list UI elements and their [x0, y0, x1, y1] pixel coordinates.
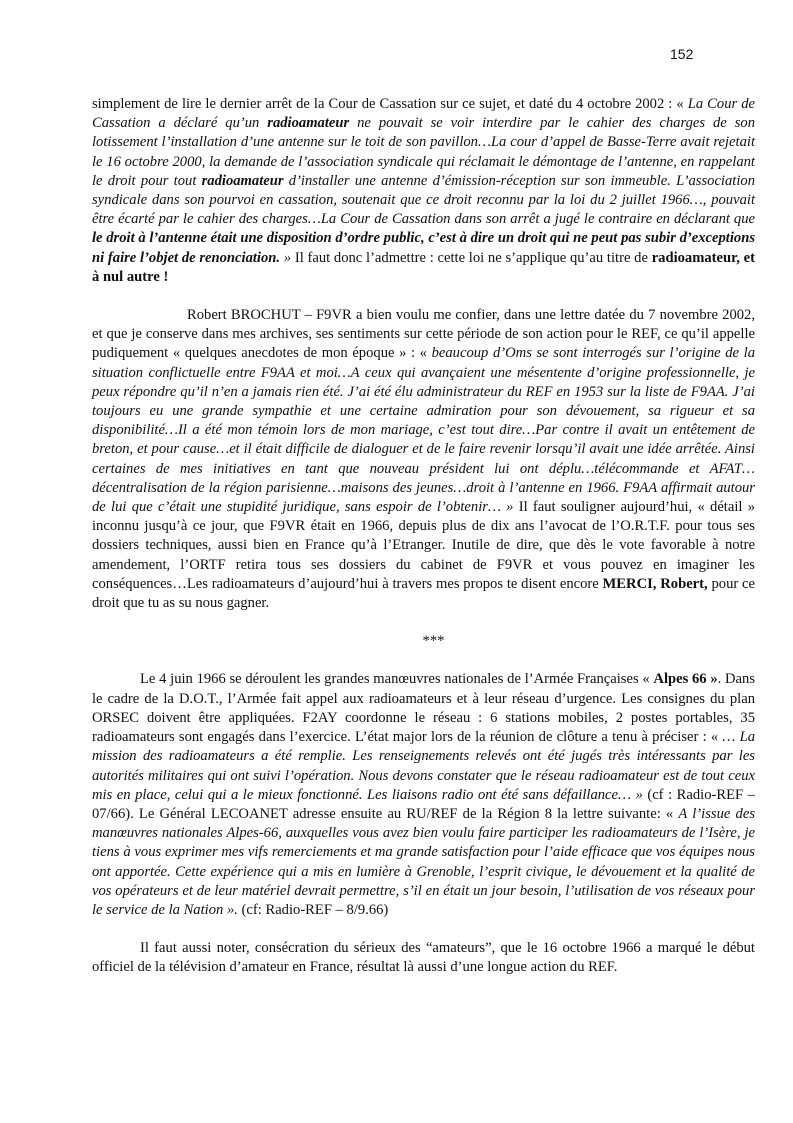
text-run: Robert BROCHUT – F9VR a bien voulu me confier, dans une lettre datée du 7 novembre 2002, et que je conserve dans mes archives, ses sentiments sur cette période de son action pour le REF, ce qu’il appelle pudiquement « quelques anecdotes de mon époque » : « — [92, 307, 755, 362]
text-run: pour ce droit que tu as su nous gagner. — [92, 575, 755, 612]
paragraph-brochut — [92, 306, 755, 613]
text-run: beaucoup d’Oms se sont interrogés sur l’origine de la situation conflictuelle entre F9AA et moi…A ceux qui avançaient une mésentente d’origine professionnelle, je peux répondre qu’il n’en a jamais rien été. J’ai été élu administrateur du REF en 1953 sur la liste de F9AA. J’ai toujours eu une grande sympathie et une certaine admiration pour son dévouement, sa rigueur et sa disponibilité…Il a été mon témoin lors de mon mariage, c’est tout dire…Par contre il avait un entêtement de breton, et pour cause…et il était difficile de dialoguer et de le faire revenir lorsqu’il avait une idée arrêtée. Ainsi certaines de mes initiatives en tant que nouveau président lui ont déplu…télécommande et AFAT…décentralisation de la région parisienne…maisons des jeunes…droit à l’antenne en 1966. F9AA affirmait autour de lui que c’était une stupidité juridique, sans espoir de l’obtenir… » — [92, 345, 755, 516]
text-run: MERCI, Robert, — [602, 575, 708, 592]
text-run: (cf : Radio-REF – 07/66). Le Général LECOANET adresse ensuite au RU/REF de la Région 8 la lettre suivante: « — [92, 786, 755, 822]
text-run: Il faut souligner aujourd’hui, « détail » inconnu jusqu’à ce jour, que F9VR était en 1966, depuis plus de dix ans l’avocat de l’O.R.T.F. pour tous ses dossiers techniques, aussi bien en France qu’à l’Etranger. Inutile de dire, que dès le vote favorable à notre amendement, l’ORTF retira tous ses dossiers du cabinet de F9VR et vous pouvez en imaginer les conséquences…Les radioamateurs d’aujourd’hui à travers mes propos te disent encore — [92, 499, 755, 592]
text-run: … La mission des radioamateurs a été remplie. Les renseignements relevés ont été jugés très intéressants par les autorités militaires qui ont suivi l’opération. Nous devons constater que le réseau radioamateur est de tout ceux mis en place, celui qui a le mieux fonctionné. Les liaisons radio ont été sans défaillance… » — [92, 729, 755, 803]
text-run: radioamateur — [201, 172, 284, 189]
text-run: Alpes 66 » — [653, 671, 718, 688]
text-run: Il faut donc l’admettre : cette loi ne s’applique qu’au titre de — [291, 249, 652, 266]
text-run: A l’issue des manœuvres nationales Alpes-66, auxquelles vous avez bien voulu faire participer les radioamateurs de l’Isère, je tiens à vous exprimer mes vifs remerciements et ma grande satisfaction pour l’aide efficace que vos équipes nous ont apportée. Cette expérience qui a mis en lumière à Grenoble, l’esprit civique, le dévouement et la qualité de vos opérateurs et de leur matériel devrait permettre, s’il en était un jour besoin, l’utilisation de vos réseaux pour le service de la Nation ». — [92, 805, 755, 918]
paragraph-television-amateur — [92, 939, 755, 977]
text-run: simplement de lire le dernier arrêt de la Cour de Cassation sur ce sujet, et daté du 4 octobre 2002 : « — [92, 96, 688, 112]
text-run: ne pouvait se voir interdire par le cahier des charges de son lotissement l’installation d’une antenne sur le toit de son pavillon…La cour d’appel de Basse-Terre avait rejetait le 16 octobre 2000, la demande de l’association syndicale qui réclamait le démontage de l’antenne, en rappelant le droit pour tout — [92, 115, 755, 189]
text-run: (cf: Radio-REF – 8/9.66) — [237, 901, 389, 918]
text-run: . Dans le cadre de la D.O.T., l’Armée fait appel aux radioamateurs et à leur réseau d’urgence. Les consignes du plan ORSEC doivent être appliquées. F2AY coordonne le réseau : 6 stations mobiles, 2 postes portables, 35 radioamateurs sont engagés dans l’exercice. L’état major lors de la réunion de clôture a tenu à préciser : « — [92, 671, 755, 746]
text-run: Il faut aussi noter, consécration du sérieux des “amateurs”, que le 16 octobre 1966 a marqué le début officiel de la télévision d’amateur en France, résultat là aussi d’une longue action du REF. — [92, 940, 755, 976]
text-run: radioamateur, et à nul autre ! — [92, 249, 755, 285]
paragraph-cassation — [92, 95, 755, 287]
text-run: » — [280, 249, 292, 266]
text-run: Le 4 juin 1966 se déroulent les grandes manœuvres nationales de l’Armée Françaises « — [140, 671, 654, 688]
text-run: La Cour de Cassation a déclaré qu’un — [92, 96, 755, 132]
text-run: d’installer une antenne d’émission-réception sur son immeuble. L’association syndicale dans son pourvoi en cassation, soutenait que ce droit reconnu par la loi du 2 juillet 1966…, pouvait être écarté par le cahier des charges…La Cour de Cassation dans son arrêt a jugé le contraire en déclarant que — [92, 172, 755, 228]
document-body — [92, 95, 755, 978]
page-number: 152 — [670, 46, 694, 62]
paragraph-alpes-66 — [92, 670, 755, 920]
text-run: le droit à l’antenne était une disposition d’ordre public, c’est à dire un droit qui ne peut pas subir d’exceptions ni faire l’objet de renonciation. — [92, 230, 755, 266]
section-separator: *** — [422, 633, 445, 650]
text-run: radioamateur — [267, 115, 350, 132]
